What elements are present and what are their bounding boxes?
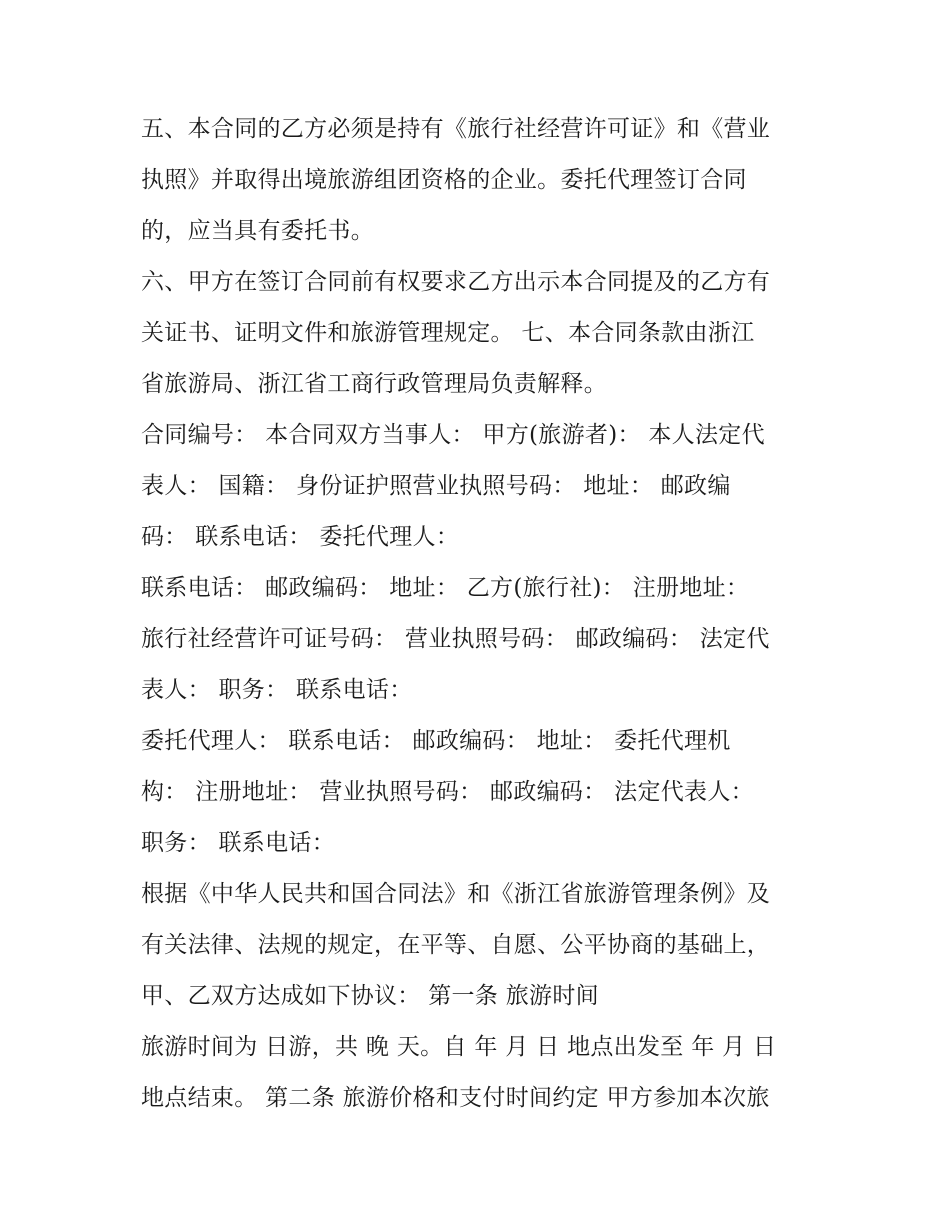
text-line: 旅游时间为 日游，共 晚 天。自 年 月 日 地点出发至 年 月 日 <box>141 1034 777 1060</box>
text-line: 表人： 职务： 联系电话： <box>141 677 413 703</box>
text-line: 六、甲方在签订合同前有权要求乙方出示本合同提及的乙方有 <box>141 269 771 295</box>
text-line: 地点结束。 第二条 旅游价格和支付时间约定 甲方参加本次旅 <box>141 1085 770 1111</box>
text-line: 五、本合同的乙方必须是持有《旅行社经营许可证》和《营业 <box>141 116 771 142</box>
text-line: 表人： 国籍： 身份证护照营业执照号码： 地址： 邮政编 <box>141 473 731 499</box>
text-line: 联系电话： 邮政编码： 地址： 乙方(旅行社)： 注册地址： <box>141 575 750 601</box>
text-line: 有关法律、法规的规定，在平等、自愿、公平协商的基础上， <box>141 932 771 958</box>
text-line: 旅行社经营许可证号码： 营业执照号码： 邮政编码： 法定代 <box>141 626 770 652</box>
text-line: 根据《中华人民共和国合同法》和《浙江省旅游管理条例》及 <box>141 881 771 907</box>
text-line: 的，应当具有委托书。 <box>141 218 374 244</box>
text-line: 委托代理人： 联系电话： 邮政编码： 地址： 委托代理机 <box>141 728 731 754</box>
text-line: 合同编号： 本合同双方当事人： 甲方(旅游者)： 本人法定代 <box>141 422 765 448</box>
text-line: 甲、乙双方达成如下协议： 第一条 旅游时间 <box>141 983 599 1009</box>
text-line: 省旅游局、浙江省工商行政管理局负责解释。 <box>141 371 607 397</box>
text-line: 执照》并取得出境旅游组团资格的企业。委托代理签订合同 <box>141 167 747 193</box>
document-body <box>141 104 821 1124</box>
text-line: 关证书、证明文件和旅游管理规定。 七、本合同条款由浙江 <box>141 320 755 346</box>
text-line: 构： 注册地址： 营业执照号码： 邮政编码： 法定代表人： <box>141 779 754 805</box>
text-line: 码： 联系电话： 委托代理人： <box>141 524 460 550</box>
text-line: 职务： 联系电话： <box>141 830 336 856</box>
